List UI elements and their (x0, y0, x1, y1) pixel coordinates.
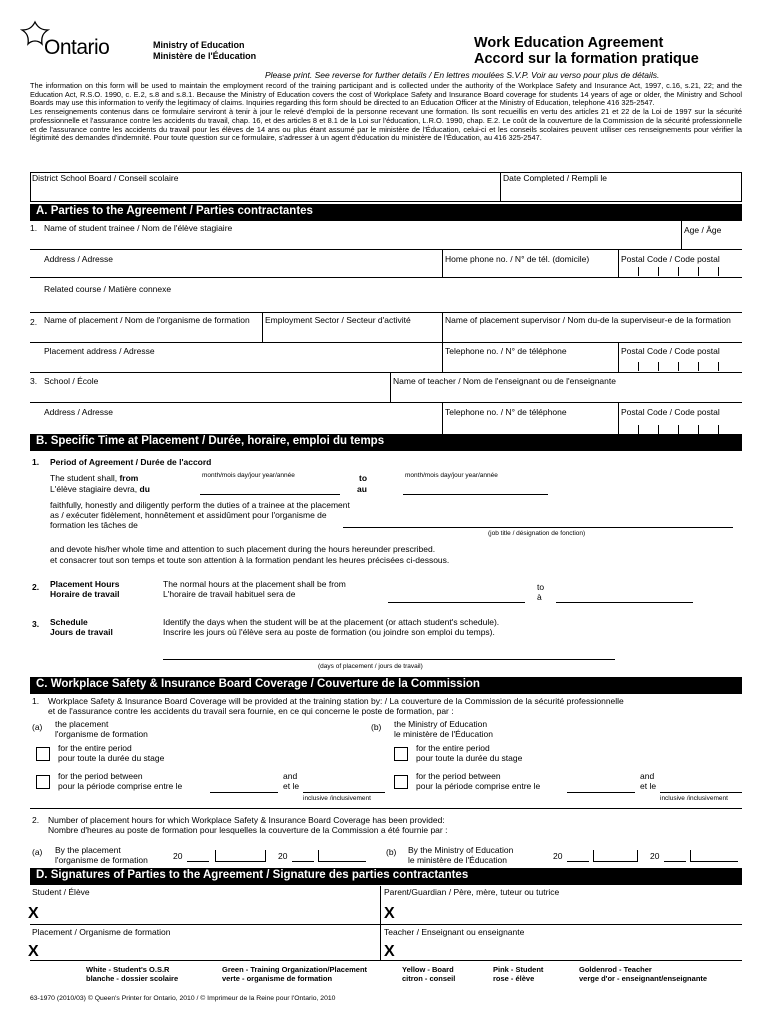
district-board-label: District School Board / Conseil scolaire (32, 173, 179, 183)
year-field[interactable] (187, 861, 209, 862)
placement-telephone-label: Telephone no. / N° de téléphone (445, 346, 567, 356)
related-course-label: Related course / Matière connexe (44, 284, 172, 294)
student-signature-field[interactable] (44, 906, 374, 924)
to-date-field[interactable] (403, 494, 548, 495)
school-telephone-label: Telephone no. / N° de téléphone (445, 407, 567, 417)
placement-entire-label: for the entire period pour toute la durée du stage (58, 743, 165, 763)
item-number: 2. (32, 815, 40, 825)
schedule-label: Schedule Jours de travail (50, 617, 113, 637)
item-number: 1. (32, 696, 40, 706)
devote-text: and devote his/her whole time and attention to such placement during the hours hereunder prescribed. (50, 544, 436, 554)
by-ministry-label: By the Ministry of Education le ministère de l'Éducation (408, 845, 514, 865)
hours-from-field[interactable] (388, 602, 525, 603)
ministry-between-checkbox[interactable] (394, 775, 408, 789)
date-completed-label: Date Completed / Rempli le (503, 173, 607, 183)
item-number: 3. (32, 619, 40, 629)
footer: 63-1970 (2010/03) © Queen's Printer for Ontario, 2010 / © Imprimeur de la Reine pour l'Ontario, 2010 (30, 995, 336, 1002)
student-sig-label: Student / Élève (32, 887, 90, 897)
inclusive-caption: inclusive /inclusivement (660, 795, 728, 802)
ministry-option: the Ministry of Education le ministère de l'Éducation (394, 719, 493, 739)
placement-signature-field[interactable] (44, 944, 374, 960)
ministry-and-label: and et le (640, 771, 657, 791)
date-completed-field[interactable] (503, 184, 739, 200)
job-title-field[interactable] (343, 527, 733, 528)
year-field[interactable] (567, 861, 589, 862)
item-number: 2. (32, 582, 40, 592)
to-label: to (359, 473, 368, 483)
item-number: 2. (30, 317, 38, 327)
year-prefix: 20 (650, 851, 660, 861)
placement-entire-checkbox[interactable] (36, 747, 50, 761)
related-course-field[interactable] (200, 283, 730, 297)
ministry-between-label: for the period between pour la période comprise entre le (416, 771, 541, 791)
number-hours-text: Number of placement hours for which Workplace Safety & Insurance Board Coverage has been provided: Nombre d'heures au poste de formation pour lesquelles la couverture de la Commission a été fournie par : (48, 815, 448, 835)
ministry-entire-label: for the entire period pour toute la durée du stage (416, 743, 523, 763)
au-label: au (357, 484, 367, 494)
trainee-name-field[interactable] (44, 234, 674, 248)
option-a-label: (a) (32, 847, 43, 857)
date-format-to: month/mois day/jour year/année (405, 472, 498, 479)
student-shall-from: The student shall, from (50, 473, 139, 483)
placement-sig-label: Placement / Organisme de formation (32, 927, 171, 937)
ministry-end-field[interactable] (660, 792, 742, 793)
hours-to-field[interactable] (556, 602, 693, 603)
parent-signature-field[interactable] (400, 906, 738, 924)
student-sig-x: X (28, 905, 39, 922)
job-title-caption: (job title / désignation de fonction) (488, 530, 586, 537)
year-prefix: 20 (278, 851, 288, 861)
item-number: 1. (32, 457, 40, 467)
option-b-label: (b) (371, 722, 382, 732)
hours-to-label: to à (537, 582, 545, 602)
school-postal-label: Postal Code / Code postal (621, 407, 720, 417)
placement-between-checkbox[interactable] (36, 775, 50, 789)
placement-between-label: for the period between pour la période comprise entre le (58, 771, 183, 791)
item-number: 1. (30, 223, 38, 233)
identify-days-text: Identify the days when the student will be at the placement (or attach student's schedule). Inscrire les jours où l'élève sera au poste de formation (ou joindre son emploi du temps). (163, 617, 500, 637)
placement-name-label: Name of placement / Nom de l'organisme de formation (44, 315, 250, 325)
hours-field[interactable] (690, 861, 738, 862)
consacrer-text: et consacrer tout son temps et toute son attention à la formation pendant les heures précisées ci-dessous. (50, 555, 450, 565)
placement-option: the placement l'organisme de formation (55, 719, 148, 739)
copy-green: Green - Training Organization/Placement verte - organisme de formation (222, 965, 368, 983)
date-format-from: month/mois day/jour year/année (202, 472, 295, 479)
section-a-heading: A. Parties to the Agreement / Parties contractantes (30, 204, 742, 221)
district-board-field[interactable] (32, 184, 498, 200)
teacher-signature-field[interactable] (400, 944, 738, 960)
placement-and-label: and et le (283, 771, 300, 791)
form-title: Work Education Agreement Accord sur la formation pratique (474, 35, 699, 67)
option-b-label: (b) (386, 847, 397, 857)
school-address-label: Address / Adresse (44, 407, 113, 417)
coverage-provided-text: Workplace Safety & Insurance Board Coverage will be provided at the training station by: / La couverture de la Commission de la sécurité professionnelle et de l'assurance contre les accidents du travail sera fournie, en ce qui concerne le poste de formation, par : (48, 696, 624, 716)
postal-code-ticks[interactable] (621, 267, 741, 276)
faithfully-text: faithfully, honestly and diligently perform the duties of a trainee at the placement as / exécuter fidèlement, honnêtement et assidûment pour l'organisme de formation les tâches de (50, 500, 350, 530)
postal-code-ticks[interactable] (621, 425, 741, 434)
ministry-name: Ministry of Education Ministère de l'Éducation (153, 40, 257, 62)
copy-white: White - Student's O.S.R blanche - dossier scolaire (86, 965, 179, 983)
placement-end-field[interactable] (303, 792, 385, 793)
year-prefix: 20 (553, 851, 563, 861)
teacher-name-label: Name of teacher / Nom de l'enseignant ou de l'enseignante (393, 376, 616, 386)
parent-sig-label: Parent/Guardian / Père, mère, tuteur ou tutrice (384, 887, 560, 897)
ontario-logo: Ontario (44, 36, 110, 59)
year-field[interactable] (292, 861, 314, 862)
placement-start-field[interactable] (210, 792, 278, 793)
employment-sector-label: Employment Sector / Secteur d'activité (265, 315, 411, 325)
copy-yellow: Yellow - Board citron - conseil (402, 965, 456, 983)
inclusive-caption: inclusive /inclusivement (303, 795, 371, 802)
year-field[interactable] (664, 861, 686, 862)
placement-postal-label: Postal Code / Code postal (621, 346, 720, 356)
normal-hours-text: The normal hours at the placement shall be from L'horaire de travail habituel sera de (163, 579, 346, 599)
days-caption: (days of placement / jours de travail) (318, 663, 423, 670)
eleve-devra-du: L'élève stagiaire devra, du (50, 484, 150, 494)
trainee-name-label: Name of student trainee / Nom de l'élève stagiaire (44, 223, 233, 233)
parent-sig-x: X (384, 905, 395, 922)
section-c-heading: C. Workplace Safety & Insurance Board Coverage / Couverture de la Commission (30, 677, 742, 694)
please-print-note: Please print. See reverse for further details / En lettres moulées S.V.P. Voir au verso pour plus de détails. (265, 70, 660, 80)
copy-pink: Pink - Student rose - élève (493, 965, 544, 983)
year-prefix: 20 (173, 851, 183, 861)
school-label: School / École (44, 376, 99, 386)
ministry-start-field[interactable] (567, 792, 635, 793)
postal-code-ticks[interactable] (621, 362, 741, 371)
days-field[interactable] (163, 659, 615, 660)
postal-code-label: Postal Code / Code postal (621, 254, 720, 264)
ministry-entire-checkbox[interactable] (394, 747, 408, 761)
address-label: Address / Adresse (44, 254, 113, 264)
section-d-heading: D. Signatures of Parties to the Agreement / Signature des parties contractantes (30, 868, 742, 885)
section-b-heading: B. Specific Time at Placement / Durée, horaire, emploi du temps (30, 434, 742, 451)
by-placement-label: By the placement l'organisme de formation (55, 845, 148, 865)
placement-address-label: Placement address / Adresse (44, 346, 155, 356)
teacher-sig-x: X (384, 943, 395, 960)
teacher-sig-label: Teacher / Enseignant ou enseignante (384, 927, 525, 937)
age-label: Age / Âge (684, 225, 722, 235)
supervisor-name-label: Name of placement supervisor / Nom du-de la superviseur-e de la formation (445, 315, 731, 325)
intro-text: The information on this form will be used to maintain the employment record of the training participant and is collected under the authority of the Workplace Safety and Insurance Act, 1997, c.16, s.21, 22; and the Education Act, R.S.O. 1990, c. E.2, s.8 and s.8.1. Because the Ministry of Education covers the cost of Workplace Safety and Insurance Board coverage for students 14 years of age or older, the Ministry and School Boards may use this information to verify the legitimacy of claims. Inquiries regarding this form should be directed to an Education Officer at the Ministry of Education, telephone 416 325-2547. Les renseignements contenus dans ce formulaire serviront à tenir à jour le relevé d'emploi de la personne recevant une formation. Ils sont recueillis en vertu des articles 21 et 22 de la Loi de 1997 sur la sécurité professionnelle et l'assurance contre les accidents du travail, chap. 16, et des articles 8 et 8.1 de la Loi sur l'éducation, L.R.O. 1990, chap. E.2. Le coût de la couverture de la Commission de la sécurité professionnelle et de l'assurance contre les accidents du travail pour les élèves de 14 ans ou plus étant assumé par le ministère de l'Éducation, celui-ci et les conseils scolaires peuvent utiliser ces renseignements pour vérifier la légitimité des demandes d'indemnité. Pour toute question sur ce formulaire, s'adresser à un agent d'éducation du ministère de l'Éducation, au 416 325-2547. (30, 81, 742, 143)
hours-field[interactable] (593, 861, 637, 862)
copy-goldenrod: Goldenrod - Teacher verge d'or - enseignant/enseignante (579, 965, 708, 983)
from-date-field[interactable] (200, 494, 340, 495)
hours-field[interactable] (318, 861, 366, 862)
option-a-label: (a) (32, 722, 43, 732)
period-label: Period of Agreement / Durée de l'accord (50, 457, 212, 467)
hours-field[interactable] (215, 861, 265, 862)
placement-hours-label: Placement Hours Horaire de travail (50, 579, 120, 599)
item-number: 3. (30, 376, 38, 386)
home-phone-label: Home phone no. / N° de tél. (domicile) (445, 254, 590, 264)
placement-sig-x: X (28, 943, 39, 960)
